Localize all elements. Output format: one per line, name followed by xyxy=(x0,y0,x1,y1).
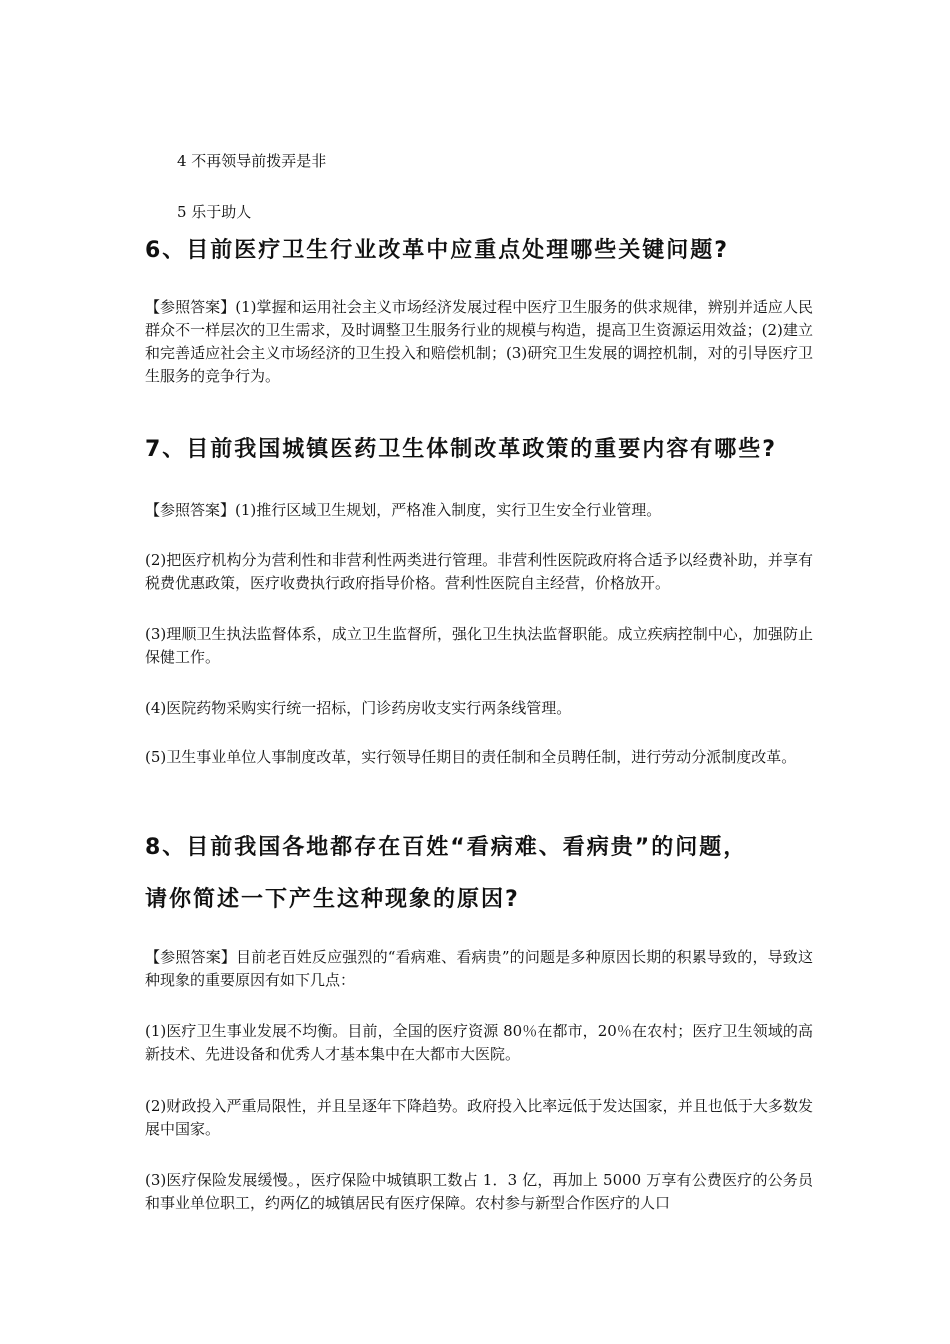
question-8-heading-line-2: 请你简述一下产生这种现象的原因? xyxy=(145,887,520,912)
question-7-answer-5: (5)卫生事业单位人事制度改革，实行领导任期目的责任制和全员聘任制，进行劳动分派制度改革。 xyxy=(145,748,797,766)
question-6-answer xyxy=(145,296,813,388)
question-7-answer-2: (2)把医疗机构分为营利性和非营利性两类进行管理。非营利性医院政府将合适予以经费补助，并享有税费优惠政策，医疗收费执行政府指导价格。营利性医院自主经营，价格放开。 xyxy=(145,551,813,592)
question-7-heading: 7、目前我国城镇医药卫生体制改革政策的重要内容有哪些? xyxy=(145,437,778,462)
question-6-heading: 6、目前医疗卫生行业改革中应重点处理哪些关键问题? xyxy=(145,238,730,263)
question-8-answer-1: (1)医疗卫生事业发展不均衡。目前，全国的医疗资源 80％在都市，20％在农村；医疗卫生领域的高新技术、先进设备和优秀人才基本集中在大都市大医院。 xyxy=(145,1022,813,1063)
answer-text: (1)掌握和运用社会主义市场经济发展过程中医疗卫生服务的供求规律，辨别并适应人民群众不一样层次的卫生需求，及时调整卫生服务行业的规模与构造，提高卫生资源运用效益；(2)建立和完善适应社会主义市场经济的卫生投入和赔偿机制；(3)研究卫生发展的调控机制，对的引导医疗卫生服务的竞争行为。 xyxy=(145,298,813,385)
question-7-answer-3: (3)理顺卫生执法监督体系，成立卫生监督所，强化卫生执法监督职能。成立疾病控制中心，加强防止保健工作。 xyxy=(145,625,813,666)
question-8-answer-3: (3)医疗保险发展缓慢。，医疗保险中城镇职工数占 1．3 亿，再加上 5000 万享有公费医疗的公务员和事业单位职工，约两亿的城镇居民有医疗保障。农村参与新型合作医疗的人口 xyxy=(145,1171,813,1212)
question-8-answer-2: (2)财政投入严重局限性，并且呈逐年下降趋势。政府投入比率远低于发达国家，并且也低于大多数发展中国家。 xyxy=(145,1097,813,1138)
question-7-answer-1 xyxy=(145,499,813,522)
answer-label: 【参照答案】 xyxy=(145,298,236,316)
question-8-heading-line-1: 8、目前我国各地都存在百姓“看病难、看病贵”的问题， xyxy=(145,835,748,860)
list-item-5: 5 乐于助人 xyxy=(177,203,252,221)
answer-label: 【参照答案】 xyxy=(145,501,236,519)
list-item-4: 4 不再领导前拨弄是非 xyxy=(177,152,327,170)
answer-label: 【参照答案】 xyxy=(145,948,237,966)
question-8-intro xyxy=(145,946,813,992)
question-7-answer-4: (4)医院药物采购实行统一招标，门诊药房收支实行两条线管理。 xyxy=(145,699,572,717)
answer-text: (1)推行区域卫生规划，严格准入制度，实行卫生安全行业管理。 xyxy=(235,501,662,519)
answer-text: 目前老百姓反应强烈的“看病难、看病贵”的问题是多种原因长期的积累导致的，导致这种现象的重要原因有如下几点： xyxy=(145,948,813,989)
